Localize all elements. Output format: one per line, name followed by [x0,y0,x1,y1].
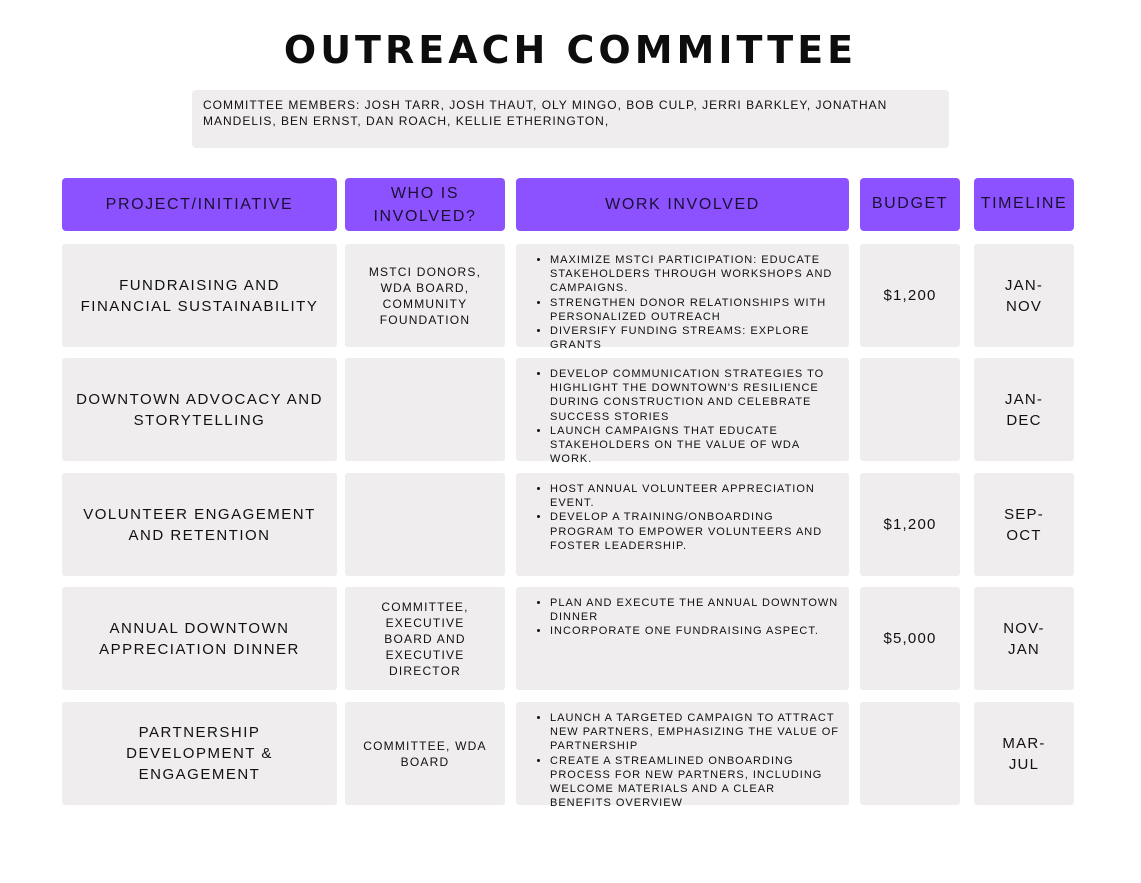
work-list [532,711,839,810]
work-item: • DIVERSIFY FUNDING STREAMS: EXPLORE GRANTS [550,324,839,352]
budget-cell: $1,200 [860,244,960,347]
work-list [532,482,839,553]
who-cell: COMMITTEE, WDA BOARD [345,702,505,805]
timeline-cell: JAN-NOV [974,244,1074,347]
work-item: • DEVELOP COMMUNICATION STRATEGIES TO HIGHLIGHT THE DOWNTOWN'S RESILIENCE DURING CONSTRUCTION AND CELEBRATE SUCCESS STORIES [550,367,839,424]
budget-cell [860,702,960,805]
who-cell: COMMITTEE, EXECUTIVE BOARD AND EXECUTIVE DIRECTOR [345,587,505,690]
who-cell: MSTCI DONORS, WDA BOARD, COMMUNITY FOUNDATION [345,244,505,347]
header-timeline: TIMELINE [974,178,1074,231]
timeline-cell: JAN-DEC [974,358,1074,461]
budget-cell [860,358,960,461]
header-who: WHO IS INVOLVED? [345,178,505,231]
header-project: PROJECT/INITIATIVE [62,178,337,231]
project-cell: PARTNERSHIP DEVELOPMENT & ENGAGEMENT [62,702,337,805]
work-item: • CREATE A STREAMLINED ONBOARDING PROCESS FOR NEW PARTNERS, INCLUDING WELCOME MATERIALS AND A CLEAR BENEFITS OVERVIEW [550,754,839,811]
work-item: • DEVELOP A TRAINING/ONBOARDING PROGRAM TO EMPOWER VOLUNTEERS AND FOSTER LEADERSHIP. [550,510,839,553]
page-title: OUTREACH COMMITTEE [283,28,858,72]
work-item: • PLAN AND EXECUTE THE ANNUAL DOWNTOWN DINNER [550,596,839,624]
work-cell [516,244,849,352]
budget-cell: $5,000 [860,587,960,690]
who-cell [345,473,505,576]
project-cell: FUNDRAISING AND FINANCIAL SUSTAINABILITY [62,244,337,347]
header-budget: BUDGET [860,178,960,231]
budget-cell: $1,200 [860,473,960,576]
who-cell [345,358,505,461]
timeline-cell: MAR-JUL [974,702,1074,805]
timeline-cell: SEP-OCT [974,473,1074,576]
work-item: • STRENGTHEN DONOR RELATIONSHIPS WITH PERSONALIZED OUTREACH [550,296,839,324]
work-item: • LAUNCH CAMPAIGNS THAT EDUCATE STAKEHOLDERS ON THE VALUE OF WDA WORK. [550,424,839,467]
work-list [532,596,839,639]
timeline-cell: NOV-JAN [974,587,1074,690]
project-cell: VOLUNTEER ENGAGEMENT AND RETENTION [62,473,337,576]
work-cell [516,473,849,576]
project-cell: DOWNTOWN ADVOCACY AND STORYTELLING [62,358,337,461]
work-cell [516,702,849,810]
work-item: • LAUNCH A TARGETED CAMPAIGN TO ATTRACT NEW PARTNERS, EMPHASIZING THE VALUE OF PARTNERSHIP [550,711,839,754]
work-item: • HOST ANNUAL VOLUNTEER APPRECIATION EVENT. [550,482,839,510]
work-item: • INCORPORATE ONE FUNDRAISING ASPECT. [550,624,839,638]
work-list [532,367,839,466]
work-list [532,253,839,352]
header-work: WORK INVOLVED [516,178,849,231]
committee-members: COMMITTEE MEMBERS: JOSH TARR, JOSH THAUT, OLY MINGO, BOB CULP, JERRI BARKLEY, JONATHAN MANDELIS, BEN ERNST, DAN ROACH, KELLIE ETHERINGTON, [192,90,949,148]
project-cell: ANNUAL DOWNTOWN APPRECIATION DINNER [62,587,337,690]
work-item: • MAXIMIZE MSTCI PARTICIPATION: EDUCATE STAKEHOLDERS THROUGH WORKSHOPS AND CAMPAIGNS. [550,253,839,296]
work-cell [516,358,849,466]
work-cell [516,587,849,690]
